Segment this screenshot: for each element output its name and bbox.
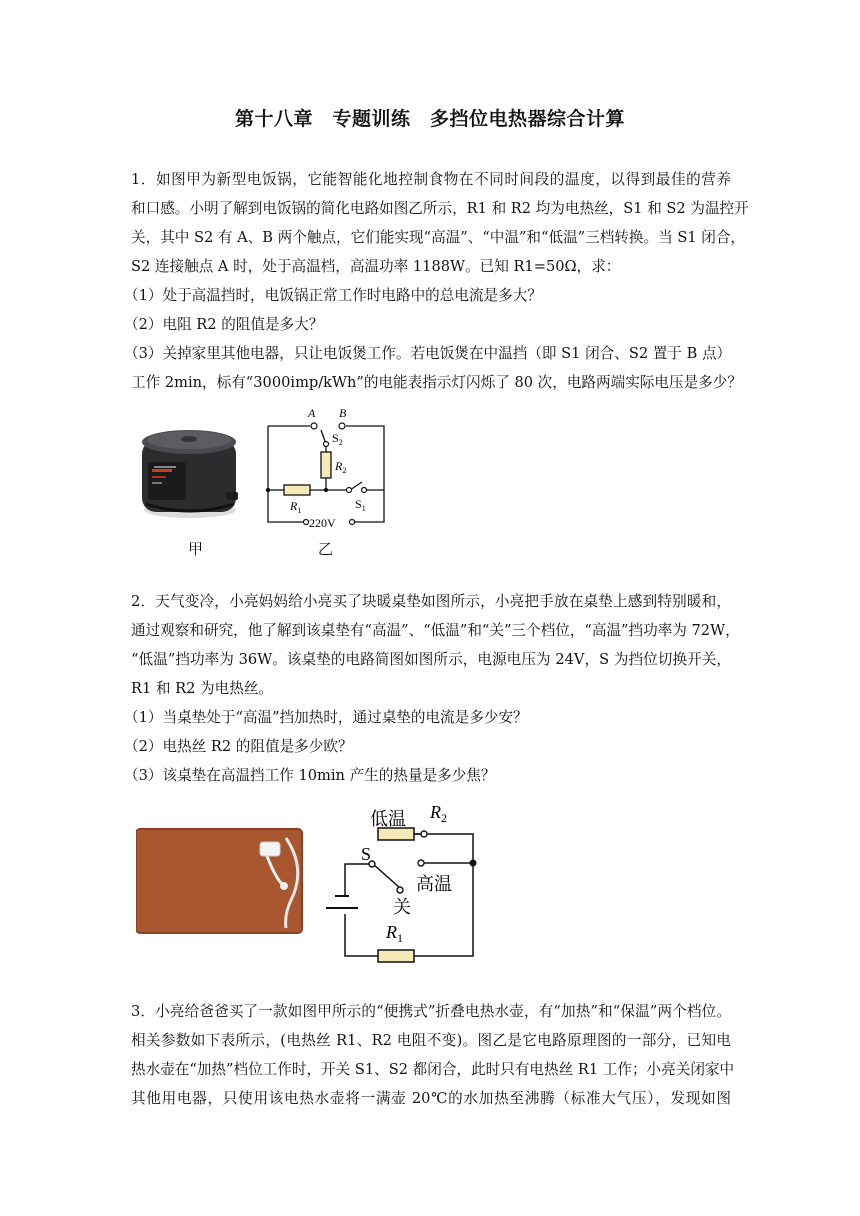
q3-line: 3．小亮给爸爸买了一款如图甲所示的“便携式”折叠电热水壶，有“加热”和“保温”两个档位。 <box>131 1003 731 1020</box>
q1-subquestion: （1）处于高温挡时，电饭锅正常工作时电路中的总电流是多大？ <box>124 287 542 304</box>
switch-s-label: S <box>361 844 372 864</box>
heated-mat-image <box>136 828 304 934</box>
contact-a-label: A <box>308 406 316 420</box>
resistor-r2-label: $R_2$ <box>430 802 447 825</box>
high-temp-label: 高温 <box>416 874 452 895</box>
q1-line: 1．如图甲为新型电饭锅，它能智能化地控制食物在不同时间段的温度，以得到最佳的营养 <box>131 171 731 188</box>
q2-subquestion: （2）电热丝 R2 的阻值是多少欧？ <box>124 738 353 755</box>
q1-line: S2 连接触点 A 时，处于高温档，高温功率 1188W。已知 R1=50Ω，求： <box>131 258 621 275</box>
rice-cooker-circuit-diagram <box>258 404 398 532</box>
q1-line: 关，其中 S2 有 A、B 两个触点，它们能实现“高温”、“中温”和“低温”三档转换。当 S1 闭合， <box>131 229 746 246</box>
off-label: 关 <box>393 897 411 918</box>
q2-line: R1 和 R2 为电热丝。 <box>131 680 274 697</box>
contact-b-label: B <box>339 406 347 420</box>
q3-line: 相关参数如下表所示，(电热丝 R1、R2 电阻不变)。图乙是它电路原理图的一部分，已知电 <box>131 1032 731 1049</box>
resistor-r1-label: $R_1$ <box>290 499 302 515</box>
q2-line: 通过观察和研究，他了解到该桌垫有“高温”、“低温”和“关”三个档位，“高温”挡功率为 72W， <box>131 622 740 639</box>
q1-subquestion: （3）关掉家里其他电器，只让电饭煲工作。若电饭煲在中温挡（即 S1 闭合、S2 置于 B 点） <box>124 345 732 362</box>
switch-s1-label: $S_1$ <box>355 497 366 513</box>
q1-line: 和口感。小明了解到电饭锅的简化电路如图乙所示，R1 和 R2 均为电热丝，S1 和 S2 为温控开 <box>131 200 749 217</box>
low-temp-label: 低温 <box>370 809 406 830</box>
switch-s2-label: $S_2$ <box>332 431 343 447</box>
q2-line: “低温”挡功率为 36W。该桌垫的电路简图如图所示，电源电压为 24V，S 为挡位切换开关， <box>131 651 731 668</box>
caption-jia: 甲 <box>188 540 204 558</box>
resistor-r1-label: $R_1$ <box>386 922 403 945</box>
q2-subquestion: （3）该桌垫在高温挡工作 10min 产生的热量是多少焦？ <box>124 767 496 784</box>
q1-line: 工作 2min，标有“3000imp/kWh”的电能表指示灯闪烁了 80 次，电路两端实际电压是多少？ <box>131 374 742 391</box>
q3-line: 热水壶在“加热”档位工作时，开关 S1、S2 都闭合，此时只有电热丝 R1 工作；小亮关闭家中 <box>131 1061 735 1078</box>
voltage-label: 220V <box>309 516 336 530</box>
rice-cooker-image <box>136 422 244 522</box>
page-title: 第十八章 专题训练 多挡位电热器综合计算 <box>234 108 625 130</box>
resistor-r2-label: $R_2$ <box>335 459 347 475</box>
q2-subquestion: （1）当桌垫处于“高温”挡加热时，通过桌垫的电流是多少安？ <box>124 709 528 726</box>
heated-mat-circuit-diagram <box>318 798 488 968</box>
q1-subquestion: （2）电阻 R2 的阻值是多大？ <box>124 316 324 333</box>
q3-line: 其他用电器，只使用该电热水壶将一满壶 20℃的水加热至沸腾（标准大气压），发现如图 <box>131 1090 731 1107</box>
q2-line: 2．天气变冷，小亮妈妈给小亮买了块暖桌垫如图所示，小亮把手放在桌垫上感到特别暖和， <box>131 593 731 610</box>
caption-yi: 乙 <box>318 540 334 558</box>
